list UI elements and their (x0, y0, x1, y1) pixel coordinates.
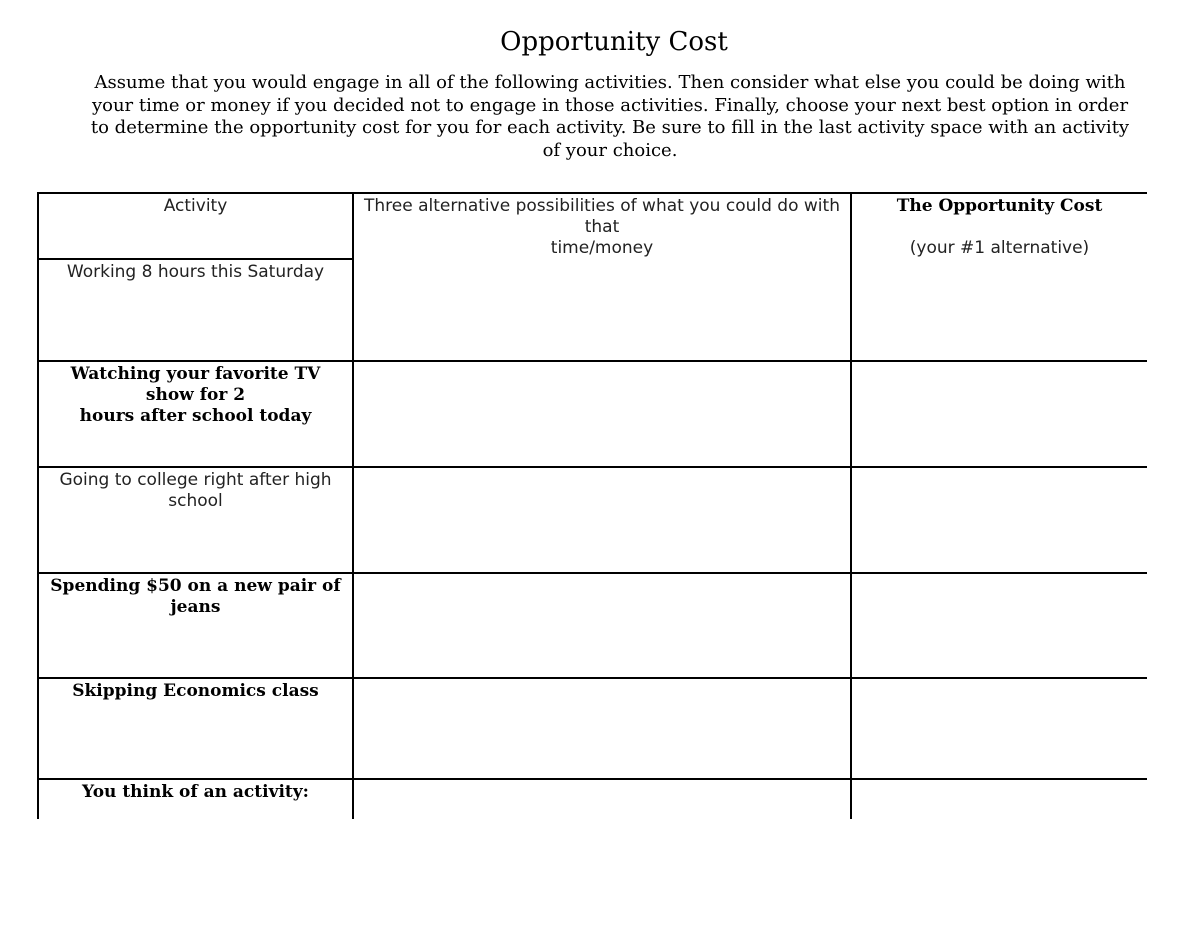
alternatives-cell[interactable] (353, 678, 851, 779)
table-row (38, 779, 1147, 819)
header-alternatives-line1: Three alternative possibilities of what you could do with that (364, 196, 840, 237)
opportunity-cost-cell[interactable] (851, 467, 1147, 573)
opportunity-cost-cell[interactable] (851, 573, 1147, 678)
page-title: Opportunity Cost (500, 27, 728, 57)
alternatives-cell[interactable] (353, 779, 851, 819)
activity-line2: hours after school today (79, 406, 312, 426)
activity-cell: Going to college right after high school (38, 467, 353, 573)
instructions: Assume that you would engage in all of the following activities. Then consider what else you could be doing with your time or money if you decided not to engage in those activities. Finally, choose your next best option in order to determine the opportunity cost for you for each activity. Be sure to fill in the last activity space with an activity of your choice. (90, 72, 1130, 161)
header-activity: Activity (38, 193, 353, 259)
header-cost-spacer (858, 217, 1141, 238)
opportunity-cost-table (37, 192, 1147, 819)
header-alternatives-line2: time/money (550, 238, 654, 258)
opportunity-cost-cell[interactable] (851, 678, 1147, 779)
table-row (38, 573, 1147, 678)
activity-cell: Spending $50 on a new pair of jeans (38, 573, 353, 678)
header-alternatives (353, 193, 851, 361)
header-opportunity-cost (851, 193, 1147, 361)
activity-cell (38, 361, 353, 467)
activity-cell: Working 8 hours this Saturday (38, 259, 353, 361)
alternatives-cell[interactable] (353, 467, 851, 573)
activity-cell: Skipping Economics class (38, 678, 353, 779)
header-cost-subtitle: (your #1 alternative) (909, 238, 1090, 258)
alternatives-cell[interactable] (353, 573, 851, 678)
table-row (38, 361, 1147, 467)
table-row (38, 678, 1147, 779)
header-cost-title: The Opportunity Cost (896, 196, 1103, 216)
alternatives-cell[interactable] (353, 361, 851, 467)
opportunity-cost-cell[interactable] (851, 361, 1147, 467)
activity-line1: Watching your favorite TV show for 2 (70, 364, 321, 405)
worksheet-table-container (37, 192, 1147, 819)
opportunity-cost-cell[interactable] (851, 779, 1147, 819)
table-row (38, 467, 1147, 573)
activity-cell[interactable]: You think of an activity: (38, 779, 353, 819)
header-row (38, 193, 1147, 259)
